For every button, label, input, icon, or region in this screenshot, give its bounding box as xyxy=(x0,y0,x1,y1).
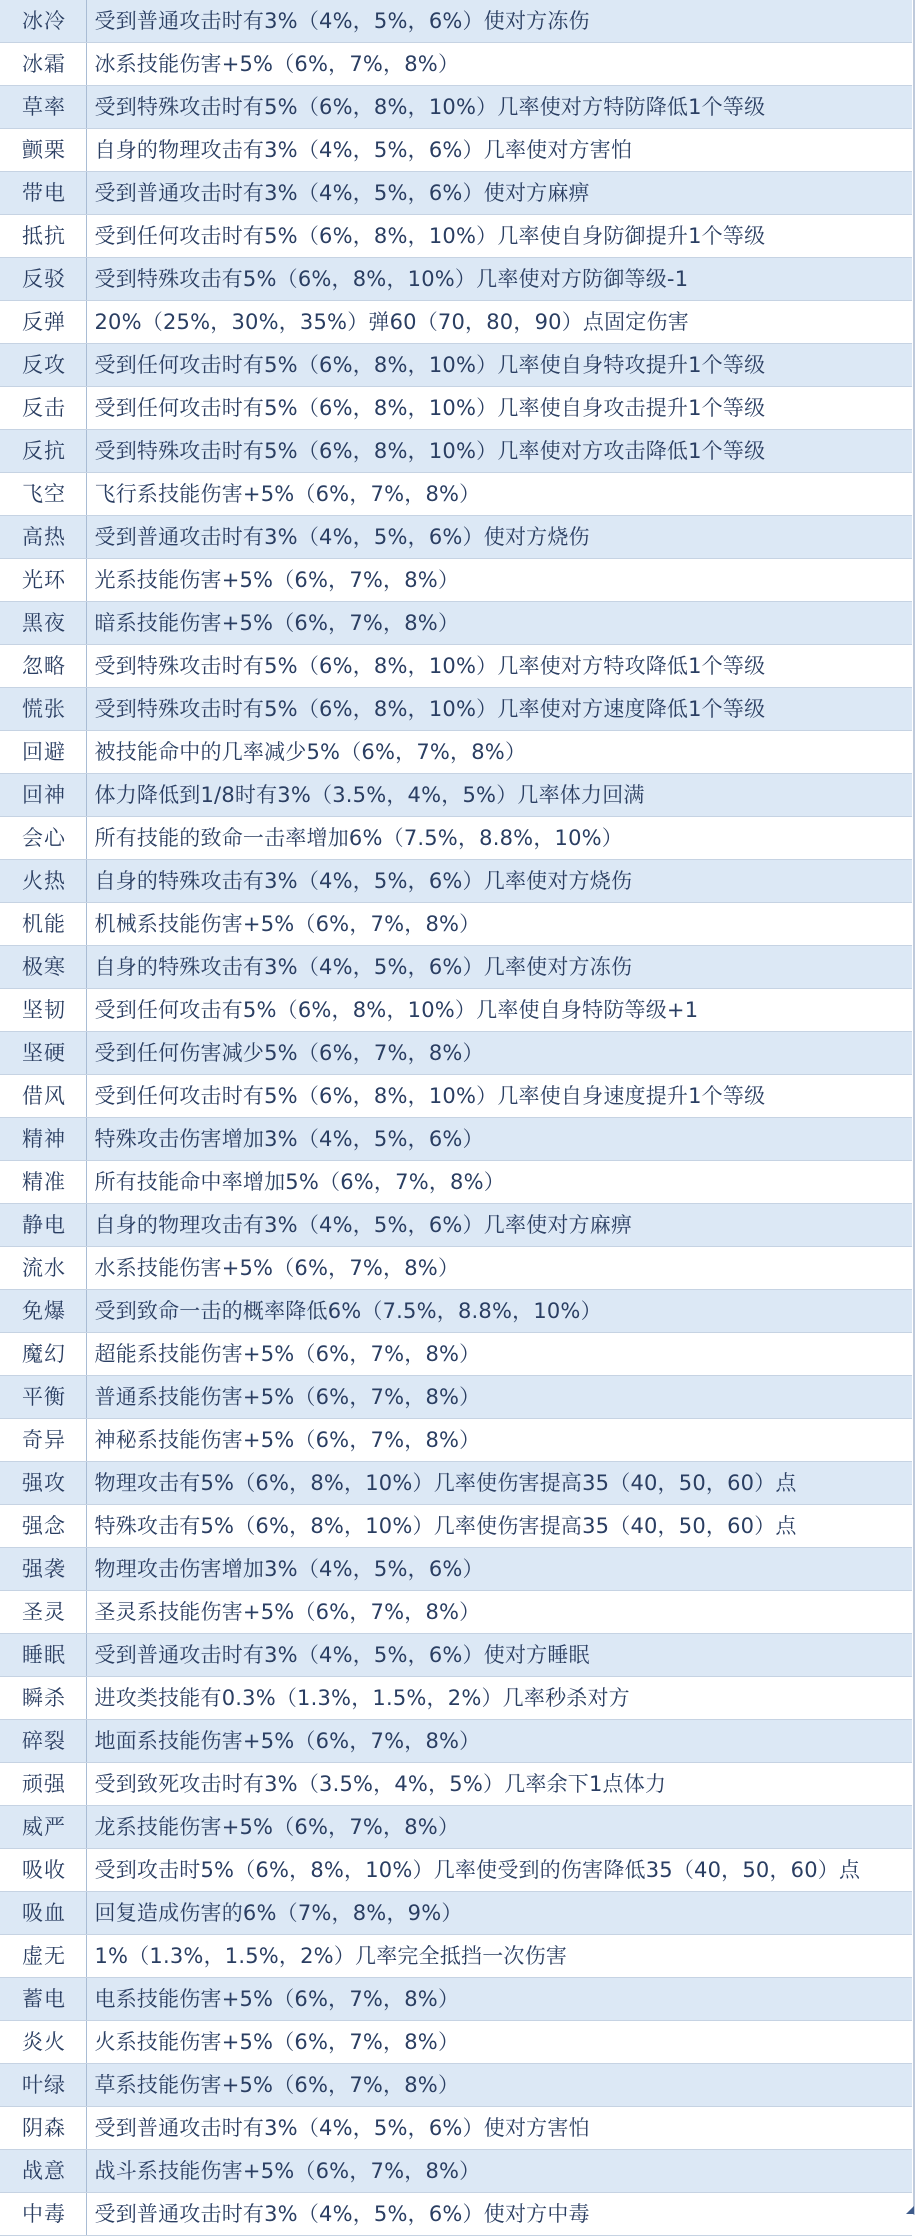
ability-description-cell: 地面系技能伤害+5%（6%，7%，8%） xyxy=(86,1720,912,1763)
table-row xyxy=(0,172,912,215)
table-row xyxy=(0,645,912,688)
ability-description-cell: 进攻类技能有0.3%（1.3%，1.5%，2%）几率秒杀对方 xyxy=(86,1677,912,1720)
ability-name-cell: 冰冷 xyxy=(0,0,86,43)
table-row xyxy=(0,688,912,731)
ability-description-cell: 飞行系技能伤害+5%（6%，7%，8%） xyxy=(86,473,912,516)
table-row xyxy=(0,1677,912,1720)
ability-name-cell: 反击 xyxy=(0,387,86,430)
ability-name-cell: 强袭 xyxy=(0,1548,86,1591)
table-row xyxy=(0,2064,912,2107)
table-row xyxy=(0,559,912,602)
table-row xyxy=(0,1376,912,1419)
table-row xyxy=(0,258,912,301)
ability-description-cell: 受到任何攻击有5%（6%，8%，10%）几率使自身特防等级+1 xyxy=(86,989,912,1032)
table-row xyxy=(0,1935,912,1978)
ability-name-cell: 碎裂 xyxy=(0,1720,86,1763)
ability-description-cell: 受到特殊攻击有5%（6%，8%，10%）几率使对方防御等级-1 xyxy=(86,258,912,301)
ability-name-cell: 炎火 xyxy=(0,2021,86,2064)
ability-name-cell: 冰霜 xyxy=(0,43,86,86)
ability-name-cell: 强攻 xyxy=(0,1462,86,1505)
ability-description-cell: 普通系技能伤害+5%（6%，7%，8%） xyxy=(86,1376,912,1419)
table-row xyxy=(0,731,912,774)
table-row xyxy=(0,1505,912,1548)
ability-description-cell: 所有技能的致命一击率增加6%（7.5%，8.8%，10%） xyxy=(86,817,912,860)
ability-name-cell: 奇异 xyxy=(0,1419,86,1462)
table-row xyxy=(0,817,912,860)
ability-description-cell: 受到致命一击的概率降低6%（7.5%，8.8%，10%） xyxy=(86,1290,912,1333)
ability-name-cell: 草率 xyxy=(0,86,86,129)
ability-name-cell: 坚硬 xyxy=(0,1032,86,1075)
table-row xyxy=(0,1118,912,1161)
table-row xyxy=(0,1204,912,1247)
ability-description-cell: 冰系技能伤害+5%（6%，7%，8%） xyxy=(86,43,912,86)
table-row xyxy=(0,1720,912,1763)
ability-description-cell: 光系技能伤害+5%（6%，7%，8%） xyxy=(86,559,912,602)
table-row xyxy=(0,1075,912,1118)
ability-name-cell: 瞬杀 xyxy=(0,1677,86,1720)
ability-description-cell: 受到普通攻击时有3%（4%，5%，6%）使对方麻痹 xyxy=(86,172,912,215)
table-row xyxy=(0,43,912,86)
ability-description-cell: 受到普通攻击时有3%（4%，5%，6%）使对方烧伤 xyxy=(86,516,912,559)
table-row xyxy=(0,86,912,129)
ability-name-cell: 带电 xyxy=(0,172,86,215)
ability-name-cell: 回神 xyxy=(0,774,86,817)
table-row xyxy=(0,1763,912,1806)
table-row xyxy=(0,602,912,645)
ability-description-cell: 水系技能伤害+5%（6%，7%，8%） xyxy=(86,1247,912,1290)
ability-description-cell: 被技能命中的几率减少5%（6%，7%，8%） xyxy=(86,731,912,774)
ability-description-cell: 自身的物理攻击有3%（4%，5%，6%）几率使对方害怕 xyxy=(86,129,912,172)
ability-description-cell: 受到普通攻击时有3%（4%，5%，6%）使对方中毒 xyxy=(86,2193,912,2236)
ability-name-cell: 静电 xyxy=(0,1204,86,1247)
table-row xyxy=(0,1548,912,1591)
table-row xyxy=(0,1419,912,1462)
ability-name-cell: 强念 xyxy=(0,1505,86,1548)
ability-name-cell: 精准 xyxy=(0,1161,86,1204)
table-row xyxy=(0,387,912,430)
ability-description-cell: 回复造成伤害的6%（7%，8%，9%） xyxy=(86,1892,912,1935)
ability-description-cell: 所有技能命中率增加5%（6%，7%，8%） xyxy=(86,1161,912,1204)
ability-description-cell: 自身的特殊攻击有3%（4%，5%，6%）几率使对方烧伤 xyxy=(86,860,912,903)
ability-description-cell: 受到任何攻击时有5%（6%，8%，10%）几率使自身速度提升1个等级 xyxy=(86,1075,912,1118)
resize-corner-icon xyxy=(906,2206,914,2214)
table-row xyxy=(0,129,912,172)
ability-description-cell: 受到任何攻击时有5%（6%，8%，10%）几率使自身特攻提升1个等级 xyxy=(86,344,912,387)
ability-description-cell: 神秘系技能伤害+5%（6%，7%，8%） xyxy=(86,1419,912,1462)
ability-description-cell: 自身的特殊攻击有3%（4%，5%，6%）几率使对方冻伤 xyxy=(86,946,912,989)
ability-description-cell: 受到普通攻击时有3%（4%，5%，6%）使对方害怕 xyxy=(86,2107,912,2150)
ability-name-cell: 圣灵 xyxy=(0,1591,86,1634)
ability-description-cell: 物理攻击伤害增加3%（4%，5%，6%） xyxy=(86,1548,912,1591)
table-row xyxy=(0,1462,912,1505)
ability-name-cell: 极寒 xyxy=(0,946,86,989)
table-row xyxy=(0,989,912,1032)
ability-description-cell: 草系技能伤害+5%（6%，7%，8%） xyxy=(86,2064,912,2107)
table-row xyxy=(0,1161,912,1204)
table-row xyxy=(0,903,912,946)
ability-description-cell: 受到特殊攻击时有5%（6%，8%，10%）几率使对方攻击降低1个等级 xyxy=(86,430,912,473)
table-row xyxy=(0,2021,912,2064)
table-row xyxy=(0,1978,912,2021)
ability-name-cell: 火热 xyxy=(0,860,86,903)
ability-name-cell: 回避 xyxy=(0,731,86,774)
table-row xyxy=(0,1290,912,1333)
ability-name-cell: 光环 xyxy=(0,559,86,602)
ability-description-cell: 火系技能伤害+5%（6%，7%，8%） xyxy=(86,2021,912,2064)
table-row xyxy=(0,774,912,817)
ability-name-cell: 流水 xyxy=(0,1247,86,1290)
ability-description-cell: 战斗系技能伤害+5%（6%，7%，8%） xyxy=(86,2150,912,2193)
ability-description-cell: 受到攻击时5%（6%，8%，10%）几率使受到的伤害降低35（40，50，60）点 xyxy=(86,1849,912,1892)
ability-name-cell: 中毒 xyxy=(0,2193,86,2236)
ability-name-cell: 机能 xyxy=(0,903,86,946)
ability-name-cell: 睡眠 xyxy=(0,1634,86,1677)
ability-name-cell: 战意 xyxy=(0,2150,86,2193)
ability-name-cell: 反弹 xyxy=(0,301,86,344)
ability-name-cell: 会心 xyxy=(0,817,86,860)
table-row xyxy=(0,860,912,903)
table-row xyxy=(0,0,912,43)
ability-description-cell: 受到普通攻击时有3%（4%，5%，6%）使对方冻伤 xyxy=(86,0,912,43)
ability-name-cell: 高热 xyxy=(0,516,86,559)
ability-name-cell: 魔幻 xyxy=(0,1333,86,1376)
table-row xyxy=(0,516,912,559)
ability-name-cell: 借风 xyxy=(0,1075,86,1118)
table-row xyxy=(0,301,912,344)
ability-name-cell: 抵抗 xyxy=(0,215,86,258)
ability-name-cell: 虚无 xyxy=(0,1935,86,1978)
ability-name-cell: 蓄电 xyxy=(0,1978,86,2021)
ability-description-cell: 超能系技能伤害+5%（6%，7%，8%） xyxy=(86,1333,912,1376)
table-row xyxy=(0,344,912,387)
ability-description-cell: 1%（1.3%，1.5%，2%）几率完全抵挡一次伤害 xyxy=(86,1935,912,1978)
ability-description-cell: 特殊攻击伤害增加3%（4%，5%，6%） xyxy=(86,1118,912,1161)
ability-description-cell: 特殊攻击有5%（6%，8%，10%）几率使伤害提高35（40，50，60）点 xyxy=(86,1505,912,1548)
ability-name-cell: 反抗 xyxy=(0,430,86,473)
ability-name-cell: 吸收 xyxy=(0,1849,86,1892)
table-row xyxy=(0,1634,912,1677)
table-row xyxy=(0,946,912,989)
ability-name-cell: 吸血 xyxy=(0,1892,86,1935)
table-row xyxy=(0,473,912,516)
ability-description-cell: 受到致死攻击时有3%（3.5%，4%，5%）几率余下1点体力 xyxy=(86,1763,912,1806)
ability-description-cell: 体力降低到1/8时有3%（3.5%，4%，5%）几率体力回满 xyxy=(86,774,912,817)
table-row xyxy=(0,2150,912,2193)
table-row xyxy=(0,1806,912,1849)
table-row xyxy=(0,1892,912,1935)
ability-description-cell: 电系技能伤害+5%（6%，7%，8%） xyxy=(86,1978,912,2021)
ability-name-cell: 叶绿 xyxy=(0,2064,86,2107)
table-row xyxy=(0,1591,912,1634)
ability-name-cell: 威严 xyxy=(0,1806,86,1849)
ability-description-cell: 受到任何伤害减少5%（6%，7%，8%） xyxy=(86,1032,912,1075)
ability-description-cell: 物理攻击有5%（6%，8%，10%）几率使伤害提高35（40，50，60）点 xyxy=(86,1462,912,1505)
ability-description-cell: 机械系技能伤害+5%（6%，7%，8%） xyxy=(86,903,912,946)
ability-name-cell: 颤栗 xyxy=(0,129,86,172)
ability-name-cell: 顽强 xyxy=(0,1763,86,1806)
ability-name-cell: 坚韧 xyxy=(0,989,86,1032)
ability-description-cell: 20%（25%，30%，35%）弹60（70，80，90）点固定伤害 xyxy=(86,301,912,344)
table-row xyxy=(0,1032,912,1075)
ability-name-cell: 平衡 xyxy=(0,1376,86,1419)
table-row xyxy=(0,2193,912,2236)
ability-name-cell: 黑夜 xyxy=(0,602,86,645)
table-row xyxy=(0,2107,912,2150)
ability-description-cell: 受到特殊攻击时有5%（6%，8%，10%）几率使对方特防降低1个等级 xyxy=(86,86,912,129)
ability-description-cell: 龙系技能伤害+5%（6%，7%，8%） xyxy=(86,1806,912,1849)
ability-name-cell: 慌张 xyxy=(0,688,86,731)
ability-name-cell: 飞空 xyxy=(0,473,86,516)
ability-name-cell: 精神 xyxy=(0,1118,86,1161)
table-row xyxy=(0,1247,912,1290)
ability-description-cell: 圣灵系技能伤害+5%（6%，7%，8%） xyxy=(86,1591,912,1634)
ability-description-cell: 受到普通攻击时有3%（4%，5%，6%）使对方睡眠 xyxy=(86,1634,912,1677)
ability-description-cell: 自身的物理攻击有3%（4%，5%，6%）几率使对方麻痹 xyxy=(86,1204,912,1247)
ability-name-cell: 阴森 xyxy=(0,2107,86,2150)
table-row xyxy=(0,430,912,473)
ability-description-cell: 受到任何攻击时有5%（6%，8%，10%）几率使自身攻击提升1个等级 xyxy=(86,387,912,430)
ability-name-cell: 忽略 xyxy=(0,645,86,688)
ability-description-cell: 受到任何攻击时有5%（6%，8%，10%）几率使自身防御提升1个等级 xyxy=(86,215,912,258)
table-row xyxy=(0,215,912,258)
ability-name-cell: 免爆 xyxy=(0,1290,86,1333)
ability-description-cell: 暗系技能伤害+5%（6%，7%，8%） xyxy=(86,602,912,645)
ability-description-cell: 受到特殊攻击时有5%（6%，8%，10%）几率使对方速度降低1个等级 xyxy=(86,688,912,731)
ability-name-cell: 反驳 xyxy=(0,258,86,301)
ability-description-cell: 受到特殊攻击时有5%（6%，8%，10%）几率使对方特攻降低1个等级 xyxy=(86,645,912,688)
ability-name-cell: 反攻 xyxy=(0,344,86,387)
table-row xyxy=(0,1333,912,1376)
table-row xyxy=(0,1849,912,1892)
